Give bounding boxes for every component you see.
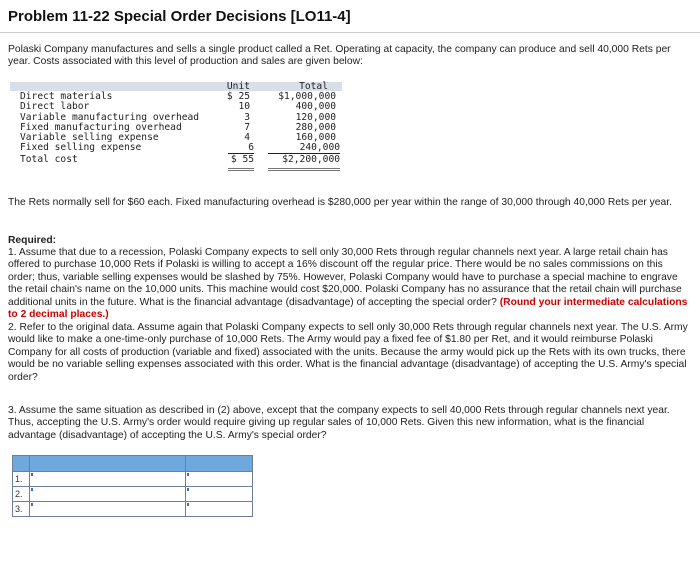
price-text: The Rets normally sell for $60 each. Fixed manufacturing overhead is $280,000 per year within the range of 30,000 through 40,000 Rets per year. (8, 197, 672, 208)
table-row (13, 502, 253, 517)
unit-header: Unit (226, 81, 250, 92)
total-cost-label: Total cost (20, 154, 78, 166)
cost-unit: 6 (228, 143, 254, 154)
required-heading: Required: (8, 235, 57, 246)
answer-label-input[interactable] (30, 487, 186, 502)
cost-label: Direct labor (20, 101, 90, 113)
row-number: 2. (13, 487, 30, 502)
cost-total: $1,000,000 (278, 91, 336, 103)
header-cell (13, 456, 30, 472)
question-2: 2. Refer to the original data. Assume again that Polaski Company expects to sell only 30,000 Rets through regular channels next year. The U.S. Army would like to make a one-time-only purchase of 10,000 Rets. The Army would pay a fixed fee of $1.80 per Ret, and it would reimburse Polaski Company for all costs of production (variable and fixed) associated with the units. Because the army would pick up the Rets with its own trucks, there would be no variable selling expenses associated with this order. What is the financial advantage (disadvantage) of accepting the U.S. Army's special order? (8, 322, 688, 383)
question-1-text: 1. Assume that due to a recession, Polaski Company expects to sell only 30,000 Rets through regular channels next year. A large retail chain has offered to purchase 10,000 Rets if Polaski is willing to accept a 16% discount off the regular price. There would be no sales commissions on this order; thus, variable selling expenses would be slashed by 75%. However, Polaski Company would have to purchase a special machine to engrave the retail chain's name on the 10,000 units. This machine would cost $20,000. Polaski Company has no assurance that the retail chain will purchase additional units in the future. What is the financial advantage (disadvantage) of accepting the special order? (8, 247, 682, 308)
cost-label: Direct materials (20, 91, 113, 103)
answer-table (12, 455, 253, 517)
header-cell (30, 456, 186, 472)
cost-total: 160,000 (295, 131, 336, 143)
divider (0, 32, 700, 33)
cost-total: 240,000 (268, 143, 340, 154)
table-row (13, 487, 253, 502)
answer-value-input[interactable] (186, 472, 253, 487)
cost-unit: 10 (238, 101, 250, 113)
cost-total: 400,000 (295, 101, 336, 113)
row-number: 1. (13, 472, 30, 487)
cost-label: Fixed manufacturing overhead (20, 121, 182, 133)
row-number: 3. (13, 502, 30, 517)
cost-unit: 4 (244, 131, 250, 143)
cost-unit: $ 25 (226, 91, 250, 103)
answer-label-input[interactable] (30, 472, 186, 487)
cost-total: 280,000 (295, 121, 336, 133)
cost-unit: 3 (244, 111, 250, 123)
total-cost-total: $2,200,000 (268, 155, 340, 170)
answer-value-input[interactable] (186, 487, 253, 502)
total-header: Total (299, 81, 328, 92)
cost-table (10, 82, 342, 169)
question-3: 3. Assume the same situation as described in (2) above, except that the company expects to sell 40,000 Rets through regular channels next year. Thus, accepting the U.S. Army's order would require giving up regular sales of 10,000 Rets. Given this new information, what is the financial advantage (disadvantage) of accepting the U.S. Army's special order? (8, 405, 670, 441)
table-row (13, 472, 253, 487)
cost-label: Variable manufacturing overhead (20, 111, 200, 123)
answer-label-input[interactable] (30, 502, 186, 517)
cost-total: 120,000 (295, 111, 336, 123)
intro-text: Polaski Company manufactures and sells a single product called a Ret. Operating at capacity, the company can produce and sell 40,000 Rets per year. Costs associated with this level of production and sales are given below: (8, 44, 671, 68)
cost-label: Fixed selling expense (20, 142, 142, 154)
rounding-note: (Round your intermediate calculations to 2 decimal places.) (8, 296, 688, 321)
header-cell (186, 456, 253, 472)
cost-label: Variable selling expense (20, 131, 159, 143)
page-title: Problem 11-22 Special Order Decisions [LO11-4] (8, 8, 351, 25)
answer-value-input[interactable] (186, 502, 253, 517)
cost-unit: 7 (244, 121, 250, 133)
question-1 (8, 247, 688, 321)
total-cost-unit: $ 55 (228, 155, 254, 170)
